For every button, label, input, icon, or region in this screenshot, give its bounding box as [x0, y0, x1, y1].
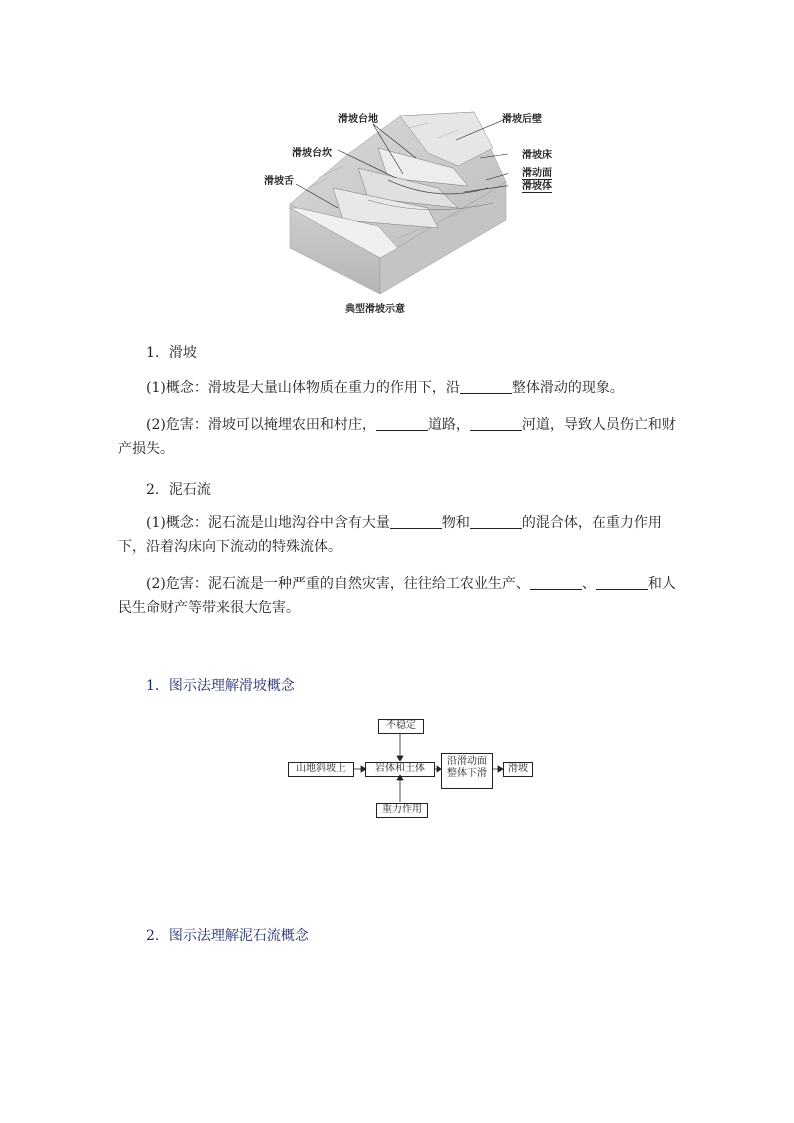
section2-heading: 2．泥石流: [146, 482, 211, 498]
section1-hazard: (2)危害：滑坡可以掩埋农田和村庄， 道路， 河道，导致人员伤亡和财产损失。: [118, 417, 676, 457]
label-tongue: 滑坡舌: [264, 176, 294, 187]
flow-unstable: 不稳定: [378, 719, 424, 734]
blank[interactable]: [470, 514, 522, 529]
label-bed: 滑坡床: [522, 150, 552, 161]
flow-landslide: 滑坡: [503, 762, 533, 777]
landslide-diagram: [288, 108, 508, 298]
blank[interactable]: [470, 416, 522, 431]
label-scarp: 滑坡台坎: [292, 148, 332, 159]
blank[interactable]: [596, 575, 648, 590]
tip2-heading: 2．图示法理解泥石流概念: [146, 928, 309, 944]
blank[interactable]: [460, 379, 512, 394]
flow-arrows: [280, 710, 540, 820]
flow-slide-surface: 沿滑动面 整体下滑: [441, 753, 493, 789]
section1-heading: 1．滑坡: [146, 345, 197, 361]
figure-caption: 典型滑坡示意: [345, 304, 405, 315]
blank[interactable]: [390, 514, 442, 529]
blank[interactable]: [530, 575, 582, 590]
section1-concept: (1)概念：滑坡是大量山体物质在重力的作用下，沿 整体滑动的现象。: [146, 380, 624, 396]
label-back-wall: 滑坡后壁: [502, 114, 542, 125]
section2-concept: (1)概念：泥石流是山地沟谷中含有大量 物和 的混合体，在重力作用下，沿着沟床向下流动的特殊流体。: [118, 515, 662, 555]
blank[interactable]: [376, 416, 428, 431]
label-body: 滑坡体: [522, 177, 552, 193]
flow-rock-soil: 岩体和土体: [365, 762, 435, 777]
tip1-heading: 1．图示法理解滑坡概念: [146, 678, 295, 694]
flow-gravity: 重力作用: [376, 803, 428, 818]
section2-hazard: (2)危害：泥石流是一种严重的自然灾害，往往给工农业生产、 、 和人民生命财产等带来很大危害。: [118, 576, 676, 616]
label-surface: 滑动面: [522, 164, 552, 180]
label-terrace: 滑坡台地: [338, 114, 378, 125]
flow-slope: 山地斜坡上: [288, 762, 354, 777]
